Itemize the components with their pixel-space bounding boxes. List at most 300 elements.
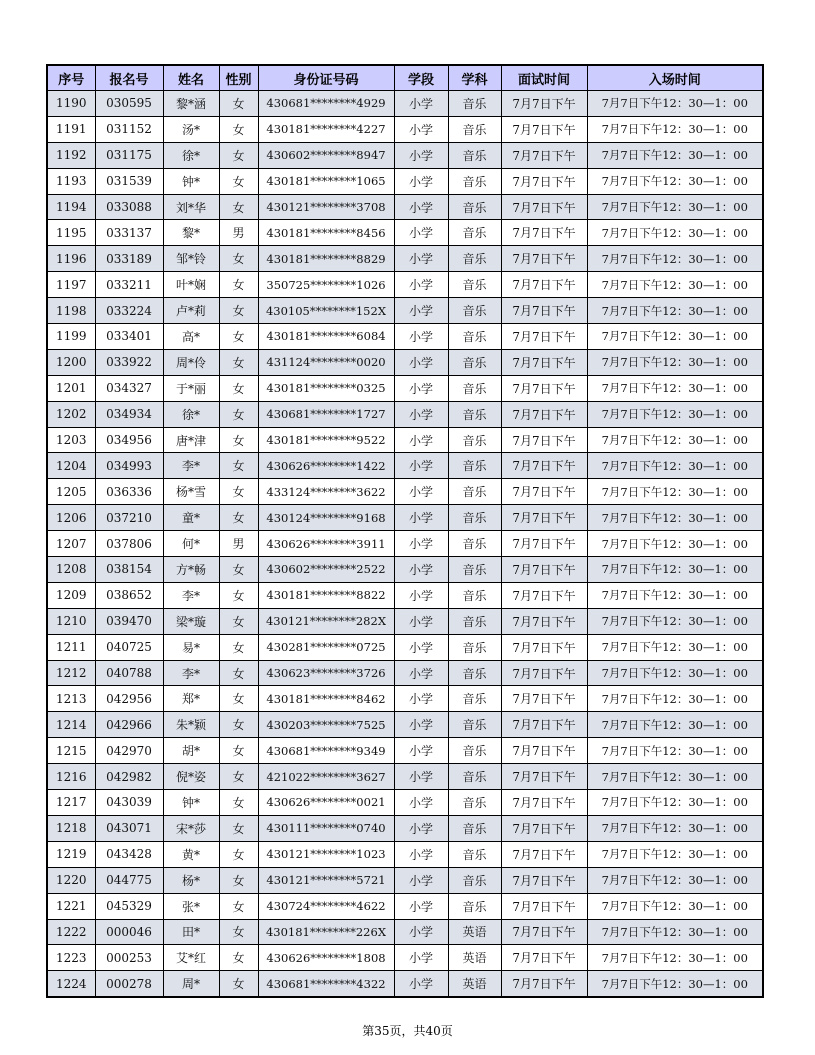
cell-seq: 1211 — [47, 634, 95, 660]
cell-subject: 音乐 — [448, 349, 501, 375]
cell-entry-time: 7月7日下午12：30—1：00 — [587, 375, 763, 401]
cell-id-number: 430181********8456 — [258, 220, 394, 246]
cell-seq: 1213 — [47, 686, 95, 712]
table-row — [47, 945, 763, 971]
cell-id-number: 430181********226X — [258, 919, 394, 945]
cell-reg-no: 042956 — [95, 686, 163, 712]
cell-seq: 1192 — [47, 142, 95, 168]
cell-seq: 1218 — [47, 815, 95, 841]
table-row — [47, 91, 763, 117]
cell-entry-time: 7月7日下午12：30—1：00 — [587, 919, 763, 945]
cell-id-number: 430203********7525 — [258, 712, 394, 738]
cell-reg-no: 034993 — [95, 453, 163, 479]
cell-seq: 1222 — [47, 919, 95, 945]
cell-id-number: 431124********0020 — [258, 349, 394, 375]
cell-entry-time: 7月7日下午12：30—1：00 — [587, 893, 763, 919]
cell-stage: 小学 — [394, 505, 448, 531]
cell-seq: 1217 — [47, 790, 95, 816]
cell-stage: 小学 — [394, 91, 448, 117]
cell-reg-no: 045329 — [95, 893, 163, 919]
cell-gender: 女 — [219, 919, 258, 945]
cell-gender: 女 — [219, 324, 258, 350]
cell-id-number: 430181********8829 — [258, 246, 394, 272]
table-row — [47, 764, 763, 790]
cell-seq: 1224 — [47, 971, 95, 997]
cell-stage: 小学 — [394, 531, 448, 557]
cell-stage: 小学 — [394, 272, 448, 298]
cell-stage: 小学 — [394, 194, 448, 220]
cell-reg-no: 040725 — [95, 634, 163, 660]
cell-interview-time: 7月7日下午 — [501, 945, 587, 971]
cell-entry-time: 7月7日下午12：30—1：00 — [587, 142, 763, 168]
cell-gender: 女 — [219, 582, 258, 608]
cell-id-number: 430105********152X — [258, 298, 394, 324]
candidate-table — [46, 64, 764, 998]
cell-gender: 女 — [219, 453, 258, 479]
cell-id-number: 430121********282X — [258, 608, 394, 634]
cell-interview-time: 7月7日下午 — [501, 557, 587, 583]
cell-subject: 音乐 — [448, 91, 501, 117]
cell-subject: 音乐 — [448, 815, 501, 841]
cell-entry-time: 7月7日下午12：30—1：00 — [587, 401, 763, 427]
cell-entry-time: 7月7日下午12：30—1：00 — [587, 764, 763, 790]
cell-stage: 小学 — [394, 945, 448, 971]
cell-name: 郑* — [163, 686, 219, 712]
cell-id-number: 430602********2522 — [258, 557, 394, 583]
cell-gender: 女 — [219, 790, 258, 816]
cell-entry-time: 7月7日下午12：30—1：00 — [587, 427, 763, 453]
cell-name: 李* — [163, 582, 219, 608]
cell-interview-time: 7月7日下午 — [501, 246, 587, 272]
cell-reg-no: 031152 — [95, 116, 163, 142]
cell-subject: 音乐 — [448, 790, 501, 816]
cell-reg-no: 040788 — [95, 660, 163, 686]
cell-interview-time: 7月7日下午 — [501, 738, 587, 764]
cell-gender: 女 — [219, 686, 258, 712]
cell-gender: 女 — [219, 246, 258, 272]
cell-reg-no: 034956 — [95, 427, 163, 453]
cell-id-number: 430121********5721 — [258, 867, 394, 893]
cell-subject: 音乐 — [448, 220, 501, 246]
cell-entry-time: 7月7日下午12：30—1：00 — [587, 738, 763, 764]
cell-entry-time: 7月7日下午12：30—1：00 — [587, 686, 763, 712]
table-row — [47, 194, 763, 220]
cell-seq: 1201 — [47, 375, 95, 401]
cell-gender: 男 — [219, 220, 258, 246]
cell-interview-time: 7月7日下午 — [501, 686, 587, 712]
table-row — [47, 375, 763, 401]
cell-stage: 小学 — [394, 453, 448, 479]
cell-name: 胡* — [163, 738, 219, 764]
cell-name: 朱*颖 — [163, 712, 219, 738]
cell-stage: 小学 — [394, 738, 448, 764]
header-id-number: 身份证号码 — [258, 65, 394, 91]
table-row — [47, 324, 763, 350]
cell-interview-time: 7月7日下午 — [501, 168, 587, 194]
table-row — [47, 453, 763, 479]
cell-id-number: 430681********9349 — [258, 738, 394, 764]
cell-stage: 小学 — [394, 220, 448, 246]
cell-seq: 1197 — [47, 272, 95, 298]
cell-name: 徐* — [163, 401, 219, 427]
cell-entry-time: 7月7日下午12：30—1：00 — [587, 608, 763, 634]
cell-interview-time: 7月7日下午 — [501, 841, 587, 867]
cell-interview-time: 7月7日下午 — [501, 790, 587, 816]
cell-subject: 音乐 — [448, 298, 501, 324]
cell-seq: 1206 — [47, 505, 95, 531]
cell-entry-time: 7月7日下午12：30—1：00 — [587, 582, 763, 608]
cell-gender: 女 — [219, 971, 258, 997]
cell-subject: 音乐 — [448, 738, 501, 764]
cell-gender: 女 — [219, 764, 258, 790]
cell-subject: 英语 — [448, 971, 501, 997]
cell-id-number: 430121********1023 — [258, 841, 394, 867]
cell-entry-time: 7月7日下午12：30—1：00 — [587, 971, 763, 997]
cell-interview-time: 7月7日下午 — [501, 298, 587, 324]
cell-subject: 音乐 — [448, 453, 501, 479]
cell-id-number: 430602********8947 — [258, 142, 394, 168]
cell-id-number: 430181********8462 — [258, 686, 394, 712]
cell-gender: 女 — [219, 738, 258, 764]
cell-subject: 音乐 — [448, 712, 501, 738]
cell-seq: 1210 — [47, 608, 95, 634]
cell-subject: 音乐 — [448, 324, 501, 350]
table-row — [47, 479, 763, 505]
cell-id-number: 433124********3622 — [258, 479, 394, 505]
cell-reg-no: 033189 — [95, 246, 163, 272]
cell-name: 杨* — [163, 867, 219, 893]
cell-entry-time: 7月7日下午12：30—1：00 — [587, 194, 763, 220]
cell-gender: 女 — [219, 945, 258, 971]
cell-reg-no: 044775 — [95, 867, 163, 893]
cell-stage: 小学 — [394, 401, 448, 427]
cell-subject: 音乐 — [448, 660, 501, 686]
cell-gender: 女 — [219, 660, 258, 686]
cell-stage: 小学 — [394, 660, 448, 686]
cell-stage: 小学 — [394, 427, 448, 453]
cell-name: 叶*娴 — [163, 272, 219, 298]
cell-entry-time: 7月7日下午12：30—1：00 — [587, 634, 763, 660]
table-row — [47, 272, 763, 298]
table-row — [47, 790, 763, 816]
cell-stage: 小学 — [394, 142, 448, 168]
cell-stage: 小学 — [394, 246, 448, 272]
cell-id-number: 430281********0725 — [258, 634, 394, 660]
cell-name: 卢*莉 — [163, 298, 219, 324]
cell-interview-time: 7月7日下午 — [501, 220, 587, 246]
cell-seq: 1212 — [47, 660, 95, 686]
cell-entry-time: 7月7日下午12：30—1：00 — [587, 841, 763, 867]
cell-entry-time: 7月7日下午12：30—1：00 — [587, 91, 763, 117]
cell-reg-no: 042966 — [95, 712, 163, 738]
cell-name: 宋*莎 — [163, 815, 219, 841]
cell-entry-time: 7月7日下午12：30—1：00 — [587, 168, 763, 194]
cell-entry-time: 7月7日下午12：30—1：00 — [587, 660, 763, 686]
cell-entry-time: 7月7日下午12：30—1：00 — [587, 815, 763, 841]
cell-gender: 女 — [219, 479, 258, 505]
cell-interview-time: 7月7日下午 — [501, 971, 587, 997]
table-row — [47, 557, 763, 583]
cell-name: 张* — [163, 893, 219, 919]
cell-subject: 音乐 — [448, 841, 501, 867]
cell-entry-time: 7月7日下午12：30—1：00 — [587, 531, 763, 557]
cell-name: 于*丽 — [163, 375, 219, 401]
cell-stage: 小学 — [394, 815, 448, 841]
cell-gender: 女 — [219, 194, 258, 220]
cell-entry-time: 7月7日下午12：30—1：00 — [587, 790, 763, 816]
cell-subject: 音乐 — [448, 505, 501, 531]
cell-subject: 音乐 — [448, 479, 501, 505]
cell-gender: 女 — [219, 168, 258, 194]
cell-seq: 1208 — [47, 557, 95, 583]
cell-reg-no: 033137 — [95, 220, 163, 246]
header-interview-time: 面试时间 — [501, 65, 587, 91]
cell-reg-no: 036336 — [95, 479, 163, 505]
cell-seq: 1214 — [47, 712, 95, 738]
table-row — [47, 505, 763, 531]
cell-subject: 音乐 — [448, 686, 501, 712]
table-row — [47, 531, 763, 557]
cell-stage: 小学 — [394, 479, 448, 505]
cell-stage: 小学 — [394, 582, 448, 608]
cell-name: 李* — [163, 453, 219, 479]
cell-entry-time: 7月7日下午12：30—1：00 — [587, 945, 763, 971]
cell-entry-time: 7月7日下午12：30—1：00 — [587, 712, 763, 738]
cell-interview-time: 7月7日下午 — [501, 919, 587, 945]
cell-seq: 1195 — [47, 220, 95, 246]
table-row — [47, 841, 763, 867]
cell-name: 刘*华 — [163, 194, 219, 220]
cell-entry-time: 7月7日下午12：30—1：00 — [587, 220, 763, 246]
cell-entry-time: 7月7日下午12：30—1：00 — [587, 272, 763, 298]
cell-seq: 1215 — [47, 738, 95, 764]
cell-subject: 音乐 — [448, 867, 501, 893]
cell-interview-time: 7月7日下午 — [501, 582, 587, 608]
cell-interview-time: 7月7日下午 — [501, 893, 587, 919]
cell-reg-no: 033211 — [95, 272, 163, 298]
cell-gender: 女 — [219, 375, 258, 401]
table-row — [47, 608, 763, 634]
cell-subject: 音乐 — [448, 634, 501, 660]
cell-reg-no: 043039 — [95, 790, 163, 816]
table-body — [47, 91, 763, 998]
cell-stage: 小学 — [394, 686, 448, 712]
cell-entry-time: 7月7日下午12：30—1：00 — [587, 116, 763, 142]
cell-seq: 1199 — [47, 324, 95, 350]
cell-name: 高* — [163, 324, 219, 350]
cell-interview-time: 7月7日下午 — [501, 764, 587, 790]
cell-stage: 小学 — [394, 790, 448, 816]
cell-id-number: 430124********9168 — [258, 505, 394, 531]
cell-reg-no: 037210 — [95, 505, 163, 531]
cell-stage: 小学 — [394, 971, 448, 997]
cell-id-number: 430181********1065 — [258, 168, 394, 194]
cell-gender: 女 — [219, 815, 258, 841]
table-row — [47, 893, 763, 919]
cell-id-number: 430623********3726 — [258, 660, 394, 686]
cell-id-number: 430681********4322 — [258, 971, 394, 997]
cell-seq: 1209 — [47, 582, 95, 608]
table-row — [47, 246, 763, 272]
cell-subject: 音乐 — [448, 168, 501, 194]
table-row — [47, 971, 763, 997]
cell-name: 童* — [163, 505, 219, 531]
cell-seq: 1205 — [47, 479, 95, 505]
cell-subject: 英语 — [448, 919, 501, 945]
table-row — [47, 401, 763, 427]
cell-name: 汤* — [163, 116, 219, 142]
cell-seq: 1223 — [47, 945, 95, 971]
cell-interview-time: 7月7日下午 — [501, 712, 587, 738]
cell-seq: 1191 — [47, 116, 95, 142]
cell-subject: 音乐 — [448, 608, 501, 634]
cell-interview-time: 7月7日下午 — [501, 375, 587, 401]
cell-name: 黎*涵 — [163, 91, 219, 117]
cell-gender: 女 — [219, 401, 258, 427]
table-header-row — [47, 65, 763, 91]
cell-name: 黄* — [163, 841, 219, 867]
table-row — [47, 168, 763, 194]
cell-stage: 小学 — [394, 841, 448, 867]
cell-id-number: 430626********1808 — [258, 945, 394, 971]
cell-seq: 1193 — [47, 168, 95, 194]
cell-name: 周* — [163, 971, 219, 997]
cell-name: 方*畅 — [163, 557, 219, 583]
header-subject: 学科 — [448, 65, 501, 91]
cell-entry-time: 7月7日下午12：30—1：00 — [587, 505, 763, 531]
table-row — [47, 220, 763, 246]
cell-name: 倪*姿 — [163, 764, 219, 790]
cell-interview-time: 7月7日下午 — [501, 142, 587, 168]
cell-gender: 女 — [219, 634, 258, 660]
header-reg-no: 报名号 — [95, 65, 163, 91]
cell-stage: 小学 — [394, 634, 448, 660]
cell-stage: 小学 — [394, 349, 448, 375]
cell-entry-time: 7月7日下午12：30—1：00 — [587, 867, 763, 893]
cell-interview-time: 7月7日下午 — [501, 608, 587, 634]
cell-seq: 1219 — [47, 841, 95, 867]
cell-subject: 音乐 — [448, 375, 501, 401]
cell-name: 唐*津 — [163, 427, 219, 453]
cell-id-number: 430626********1422 — [258, 453, 394, 479]
cell-interview-time: 7月7日下午 — [501, 324, 587, 350]
cell-interview-time: 7月7日下午 — [501, 194, 587, 220]
table-row — [47, 815, 763, 841]
cell-interview-time: 7月7日下午 — [501, 479, 587, 505]
cell-gender: 女 — [219, 893, 258, 919]
cell-seq: 1204 — [47, 453, 95, 479]
cell-subject: 音乐 — [448, 246, 501, 272]
cell-interview-time: 7月7日下午 — [501, 815, 587, 841]
table-row — [47, 660, 763, 686]
cell-reg-no: 042970 — [95, 738, 163, 764]
cell-interview-time: 7月7日下午 — [501, 116, 587, 142]
cell-interview-time: 7月7日下午 — [501, 634, 587, 660]
cell-id-number: 430181********0325 — [258, 375, 394, 401]
cell-id-number: 421022********3627 — [258, 764, 394, 790]
cell-interview-time: 7月7日下午 — [501, 453, 587, 479]
cell-gender: 女 — [219, 91, 258, 117]
cell-interview-time: 7月7日下午 — [501, 91, 587, 117]
cell-gender: 男 — [219, 531, 258, 557]
cell-reg-no: 033224 — [95, 298, 163, 324]
cell-id-number: 430626********0021 — [258, 790, 394, 816]
table-row — [47, 427, 763, 453]
cell-seq: 1198 — [47, 298, 95, 324]
cell-reg-no: 033401 — [95, 324, 163, 350]
cell-stage: 小学 — [394, 375, 448, 401]
cell-gender: 女 — [219, 272, 258, 298]
cell-subject: 音乐 — [448, 142, 501, 168]
table-row — [47, 738, 763, 764]
cell-gender: 女 — [219, 557, 258, 583]
cell-subject: 音乐 — [448, 427, 501, 453]
cell-seq: 1194 — [47, 194, 95, 220]
header-name: 姓名 — [163, 65, 219, 91]
cell-seq: 1190 — [47, 91, 95, 117]
table-row — [47, 867, 763, 893]
cell-stage: 小学 — [394, 557, 448, 583]
header-stage: 学段 — [394, 65, 448, 91]
cell-gender: 女 — [219, 349, 258, 375]
cell-gender: 女 — [219, 712, 258, 738]
cell-reg-no: 030595 — [95, 91, 163, 117]
cell-entry-time: 7月7日下午12：30—1：00 — [587, 349, 763, 375]
header-entry-time: 入场时间 — [587, 65, 763, 91]
cell-subject: 音乐 — [448, 531, 501, 557]
cell-subject: 音乐 — [448, 272, 501, 298]
cell-reg-no: 031539 — [95, 168, 163, 194]
cell-seq: 1203 — [47, 427, 95, 453]
cell-subject: 音乐 — [448, 582, 501, 608]
cell-interview-time: 7月7日下午 — [501, 349, 587, 375]
cell-name: 易* — [163, 634, 219, 660]
cell-reg-no: 038652 — [95, 582, 163, 608]
cell-seq: 1196 — [47, 246, 95, 272]
cell-reg-no: 031175 — [95, 142, 163, 168]
cell-stage: 小学 — [394, 712, 448, 738]
cell-name: 杨*雪 — [163, 479, 219, 505]
cell-id-number: 430181********6084 — [258, 324, 394, 350]
cell-id-number: 350725********1026 — [258, 272, 394, 298]
cell-gender: 女 — [219, 867, 258, 893]
cell-reg-no: 033088 — [95, 194, 163, 220]
cell-name: 钟* — [163, 790, 219, 816]
cell-reg-no: 000278 — [95, 971, 163, 997]
table-row — [47, 634, 763, 660]
cell-name: 何* — [163, 531, 219, 557]
cell-name: 田* — [163, 919, 219, 945]
cell-seq: 1200 — [47, 349, 95, 375]
cell-subject: 音乐 — [448, 401, 501, 427]
cell-entry-time: 7月7日下午12：30—1：00 — [587, 324, 763, 350]
cell-stage: 小学 — [394, 608, 448, 634]
table-row — [47, 142, 763, 168]
table-row — [47, 919, 763, 945]
cell-stage: 小学 — [394, 168, 448, 194]
cell-entry-time: 7月7日下午12：30—1：00 — [587, 557, 763, 583]
cell-gender: 女 — [219, 841, 258, 867]
cell-seq: 1221 — [47, 893, 95, 919]
cell-subject: 音乐 — [448, 557, 501, 583]
cell-gender: 女 — [219, 608, 258, 634]
cell-name: 黎* — [163, 220, 219, 246]
cell-id-number: 430121********3708 — [258, 194, 394, 220]
cell-seq: 1207 — [47, 531, 95, 557]
cell-seq: 1220 — [47, 867, 95, 893]
cell-id-number: 430181********9522 — [258, 427, 394, 453]
cell-stage: 小学 — [394, 867, 448, 893]
